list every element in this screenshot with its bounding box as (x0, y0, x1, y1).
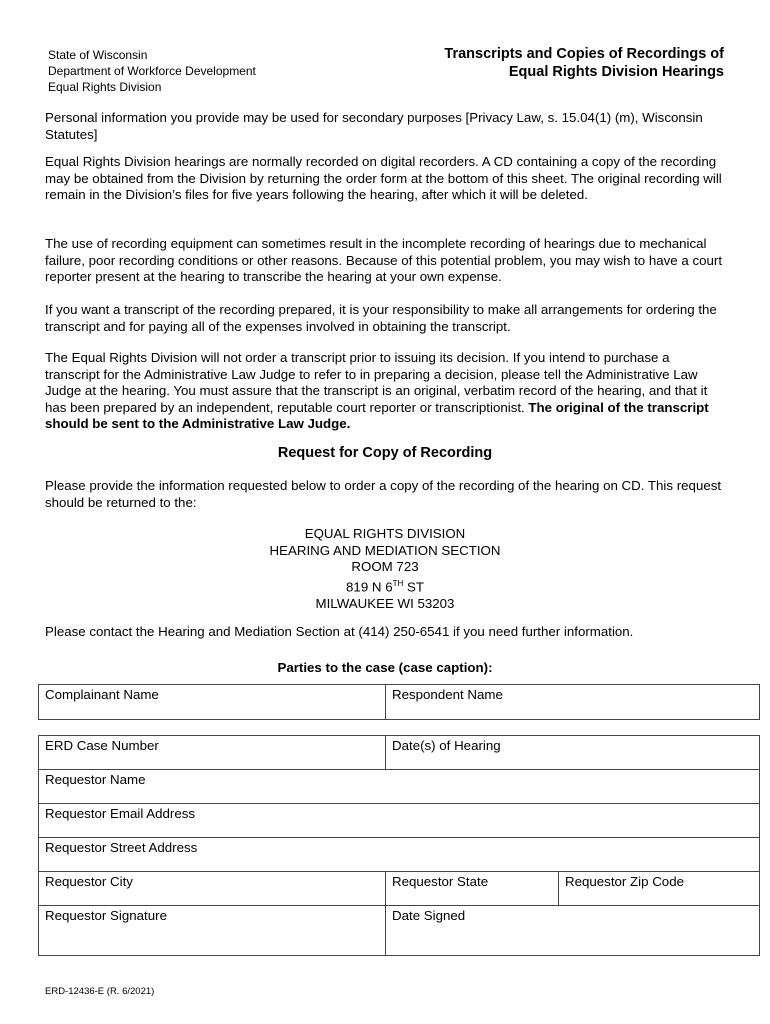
requestor-city-label: Requestor City (45, 874, 133, 889)
complainant-name-field[interactable] (39, 685, 386, 720)
requestor-table (38, 735, 760, 956)
requestor-email-field[interactable] (39, 804, 760, 838)
equipment-paragraph: The use of recording equipment can sometimes result in the incomplete recording of hearings due to mechanical failure, poor recording conditions or other reasons. Because of this potential problem, you may wish to have a court reporter present at the hearing to transcribe the hearing at your own expense. (45, 236, 723, 285)
parties-title: Parties to the case (case caption): (277, 660, 493, 675)
agency-department: Department of Workforce Development (48, 64, 256, 78)
decision-bold-text: The original of the transcript should be sent to the Administrative Law Judge. (45, 399, 709, 432)
address-line1: EQUAL RIGHTS DIVISION (304, 526, 466, 541)
date-signed-field[interactable] (386, 906, 760, 956)
decision-text: The Equal Rights Division will not order a transcript prior to issuing its decision. If you intend to purchase a transcript for the Administrative Law Judge to refer to in preparing a decision, please tell the Administrative Law Judge at the hearing. You must assure that the transcript is an original, verbatim record of the hearing, and that it has been prepared by an independent, reputable court reporter or transcriptionist. (45, 350, 708, 415)
respondent-name-field[interactable] (386, 685, 760, 720)
address-line2: HEARING AND MEDIATION SECTION (269, 542, 501, 558)
address-street-number: 819 N 6 (346, 579, 393, 595)
request-instructions: Please provide the information requested below to order a copy of the recording of the hearing on CD. This request should be returned to the: (45, 478, 722, 510)
decision-paragraph (45, 350, 725, 433)
hearing-dates-field[interactable] (386, 736, 760, 770)
document-title (444, 45, 724, 81)
responsibility-paragraph: If you want a transcript of the recording prepared, it is your responsibility to make all arrangements for ordering the transcript and for paying all of the expenses involved in obtaining the transcript. (45, 302, 717, 334)
agency-state: State of Wisconsin (48, 48, 148, 62)
requestor-zip-field[interactable] (559, 872, 760, 906)
address-street-type: ST (403, 579, 424, 595)
case-number-label: ERD Case Number (45, 738, 159, 753)
document-title-line1: Transcripts and Copies of Recordings of (444, 46, 724, 62)
privacy-paragraph: Personal information you provide may be used for secondary purposes [Privacy Law, s. 15.04(1) (m), Wisconsin Statutes] (45, 110, 703, 142)
requestor-signature-label: Requestor Signature (45, 908, 167, 923)
requestor-zip-label: Requestor Zip Code (565, 874, 684, 889)
requestor-city-field[interactable] (39, 872, 386, 906)
address-line4 (0, 576, 770, 596)
respondent-name-label: Respondent Name (392, 687, 503, 702)
document-title-line2: Equal Rights Division Hearings (508, 64, 724, 80)
contact-paragraph: Please contact the Hearing and Mediation Section at (414) 250-6541 if you need further information. (45, 624, 634, 639)
request-title: Request for Copy of Recording (277, 445, 493, 461)
requestor-state-label: Requestor State (392, 874, 489, 889)
form-id: ERD-12436-E (R. 6/2021) (45, 986, 155, 997)
requestor-email-label: Requestor Email Address (45, 806, 196, 821)
hearing-dates-label: Date(s) of Hearing (392, 738, 501, 753)
requestor-name-label: Requestor Name (45, 772, 146, 787)
complainant-name-label: Complainant Name (45, 687, 159, 702)
requestor-street-field[interactable] (39, 838, 760, 872)
requestor-name-field[interactable] (39, 770, 760, 804)
agency-block (48, 47, 256, 95)
recorders-paragraph: Equal Rights Division hearings are normally recorded on digital recorders. A CD containing a copy of the recording may be obtained from the Division by returning the order form at the bottom of this sheet. The original recording will remain in the Division’s files for five years following the hearing, after which it will be deleted. (45, 154, 722, 203)
requestor-street-label: Requestor Street Address (45, 840, 198, 855)
date-signed-label: Date Signed (392, 908, 466, 923)
agency-division: Equal Rights Division (48, 80, 162, 94)
address-street-suffix: TH (392, 578, 404, 588)
address-line5: MILWAUKEE WI 53203 (315, 595, 455, 611)
case-number-field[interactable] (39, 736, 386, 770)
requestor-state-field[interactable] (386, 872, 559, 906)
parties-table (38, 684, 760, 720)
address-line3: ROOM 723 (351, 559, 419, 575)
return-address (0, 526, 770, 612)
requestor-signature-field[interactable] (39, 906, 386, 956)
